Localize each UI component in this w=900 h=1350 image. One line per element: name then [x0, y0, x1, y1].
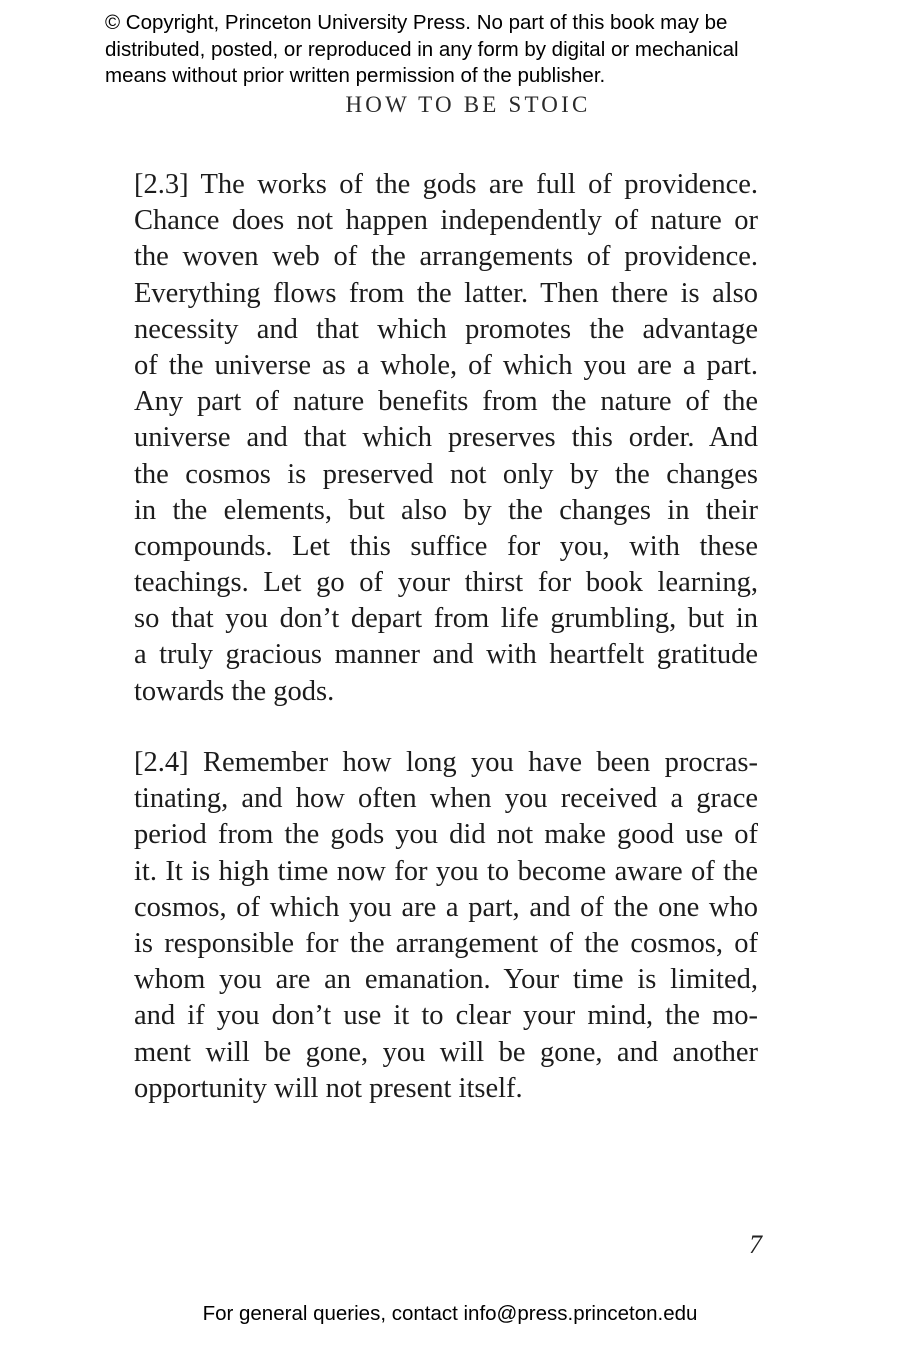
text-line: so that you don’t depart from life grumbling, but in: [134, 603, 758, 635]
text-line: opportunity will not present itself.: [134, 1072, 523, 1104]
text-line: Everything flows from the latter. Then there is also: [134, 277, 758, 309]
text-line: cosmos, of which you are a part, and of the one who: [134, 891, 758, 923]
text-line: necessity and that which promotes the advantage: [134, 313, 758, 345]
text-line: is responsible for the arrangement of the cosmos, of: [134, 927, 758, 959]
copyright-line: means without prior written permission of the publisher.: [105, 64, 606, 87]
copyright-notice: [105, 10, 825, 90]
text-line: Chance does not happen independently of nature or: [134, 205, 758, 237]
footer-contact: For general queries, contact info@press.princeton.edu: [202, 1302, 698, 1325]
text-line: the cosmos is preserved not only by the changes: [134, 458, 758, 490]
text-line: [2.4] Remember how long you have been procras-: [134, 747, 758, 778]
text-line: and if you don’t use it to clear your mind, the mo-: [134, 1000, 758, 1032]
text-line: of the universe as a whole, of which you are a part.: [134, 349, 758, 381]
text-line: ment will be gone, you will be gone, and another: [134, 1036, 758, 1068]
text-line: towards the gods.: [134, 675, 335, 707]
paragraph-2-3: [134, 167, 758, 710]
text-line: Any part of nature benefits from the nature of the: [134, 386, 758, 418]
text-line: period from the gods you did not make good use of: [134, 819, 758, 851]
text-line: compounds. Let this suffice for you, with these: [134, 530, 758, 562]
copyright-line: © Copyright, Princeton University Press. No part of this book may be: [105, 11, 728, 34]
page-number: 7: [749, 1230, 762, 1259]
text-line: it. It is high time now for you to become aware of the: [134, 855, 758, 887]
text-line: teachings. Let go of your thirst for book learning,: [134, 567, 758, 599]
running-head: HOW TO BE STOIC: [345, 92, 591, 117]
text-line: [2.3] The works of the gods are full of providence.: [134, 169, 758, 200]
text-line: whom you are an emanation. Your time is limited,: [134, 964, 758, 996]
copyright-line: distributed, posted, or reproduced in any form by digital or mechanical: [105, 37, 739, 61]
text-line: in the elements, but also by the changes in their: [134, 494, 758, 526]
paragraph-2-4: [134, 745, 758, 1107]
text-line: tinating, and how often when you received a grace: [134, 783, 758, 815]
text-line: universe and that which preserves this order. And: [134, 422, 758, 454]
text-line: a truly gracious manner and with heartfelt gratitude: [134, 639, 758, 671]
text-line: the woven web of the arrangements of providence.: [134, 241, 758, 273]
